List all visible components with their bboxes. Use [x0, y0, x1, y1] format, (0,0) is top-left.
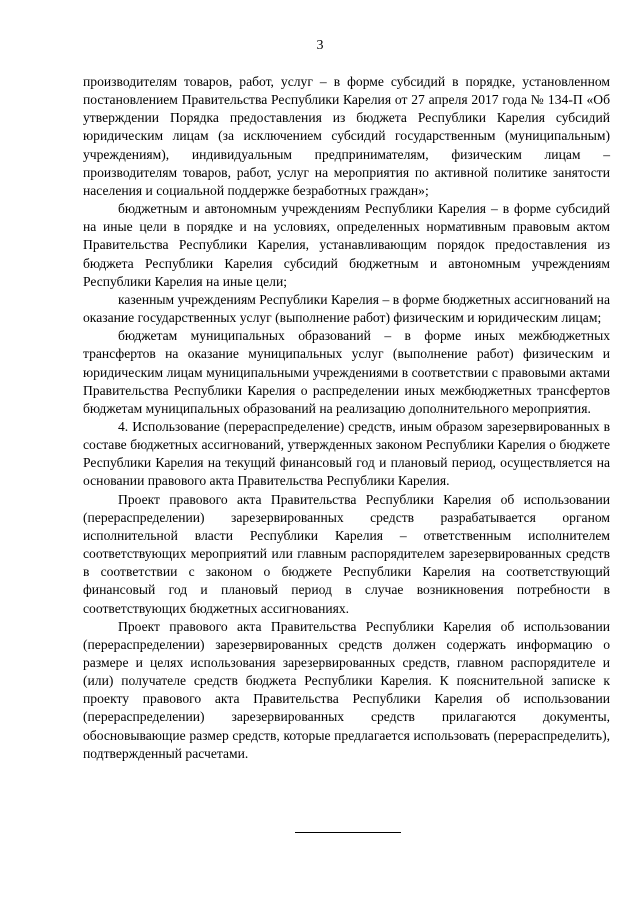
paragraph-budget-institutions: бюджетным и автономным учреждениям Республики Карелия – в форме субсидий на иные цели в порядке и на условиях, определенных нормативным правовым актом Правительства Республики Карелия, устанавливающим порядок предоставления из бюджета Республики Карелия субсидий бюджетным и автономным учреждениям Республики Карелия на иные цели;: [83, 201, 610, 289]
end-separator-line: [295, 832, 401, 833]
paragraph-item-4: 4. Использование (перераспределение) средств, иным образом зарезервированных в составе бюджетных ассигнований, утвержденных законом Республики Карелия о бюджете Республики Карелия на текущий финансовый год и плановый период, осуществляется на основании правового акта Правительства Республики Карелия.: [83, 418, 610, 489]
document-body: [83, 73, 610, 763]
paragraph-state-institutions: казенным учреждениям Республики Карелия – в форме бюджетных ассигнований на оказание государственных услуг (выполнение работ) физическим и юридическим лицам;: [83, 291, 610, 326]
paragraph-draft-act-content: Проект правового акта Правительства Республики Карелия об использовании (перераспределении) зарезервированных средств должен содержать информацию о размере и целях использования зарезервированных средств, главном распорядителе и (или) получателе средств бюджета Республики Карелия. К пояснительной записке к проекту правового акта Правительства Республики Карелия об использовании (перераспределении) зарезервированных средств прилагаются документы, обосновывающие размер средств, которые предлагается использовать (перераспределить), подтвержденный расчетами.: [83, 618, 610, 761]
paragraph-municipal-budgets: бюджетам муниципальных образований – в форме иных межбюджетных трансфертов на оказание муниципальных услуг (выполнение работ) физическим и юридическим лицам муниципальными учреждениями в соответствии с правовыми актами Правительства Республики Карелия о распределении иных межбюджетных трансфертов бюджетам муниципальных образований на реализацию дополнительного мероприятия.: [83, 328, 610, 416]
paragraph-continuation: производителям товаров, работ, услуг – в форме субсидий в порядке, установленном постановлением Правительства Республики Карелия от 27 апреля 2017 года № 134-П «Об утверждении Порядка предоставления из бюджета Республики Карелия субсидий юридическим лицам (за исключением субсидий государственным (муниципальным) учреждениям), индивидуальным предпринимателям, физическим лицам – производителям товаров, работ, услуг на мероприятия по активной политике занятости населения и социальной поддержке безработных граждан»;: [83, 74, 610, 198]
paragraph-draft-act-development: Проект правового акта Правительства Республики Карелия об использовании (перераспределении) зарезервированных средств разрабатывается органом исполнительной власти Республики Карелия – ответственным исполнителем соответствующих мероприятий или главным распорядителем зарезервированных средств в соответствии с законом о бюджете Республики Карелия на соответствующий финансовый год и плановый период в случае возникновения потребности в соответствующих бюджетных ассигнованиях.: [83, 491, 610, 616]
page-number: 3: [316, 38, 324, 53]
